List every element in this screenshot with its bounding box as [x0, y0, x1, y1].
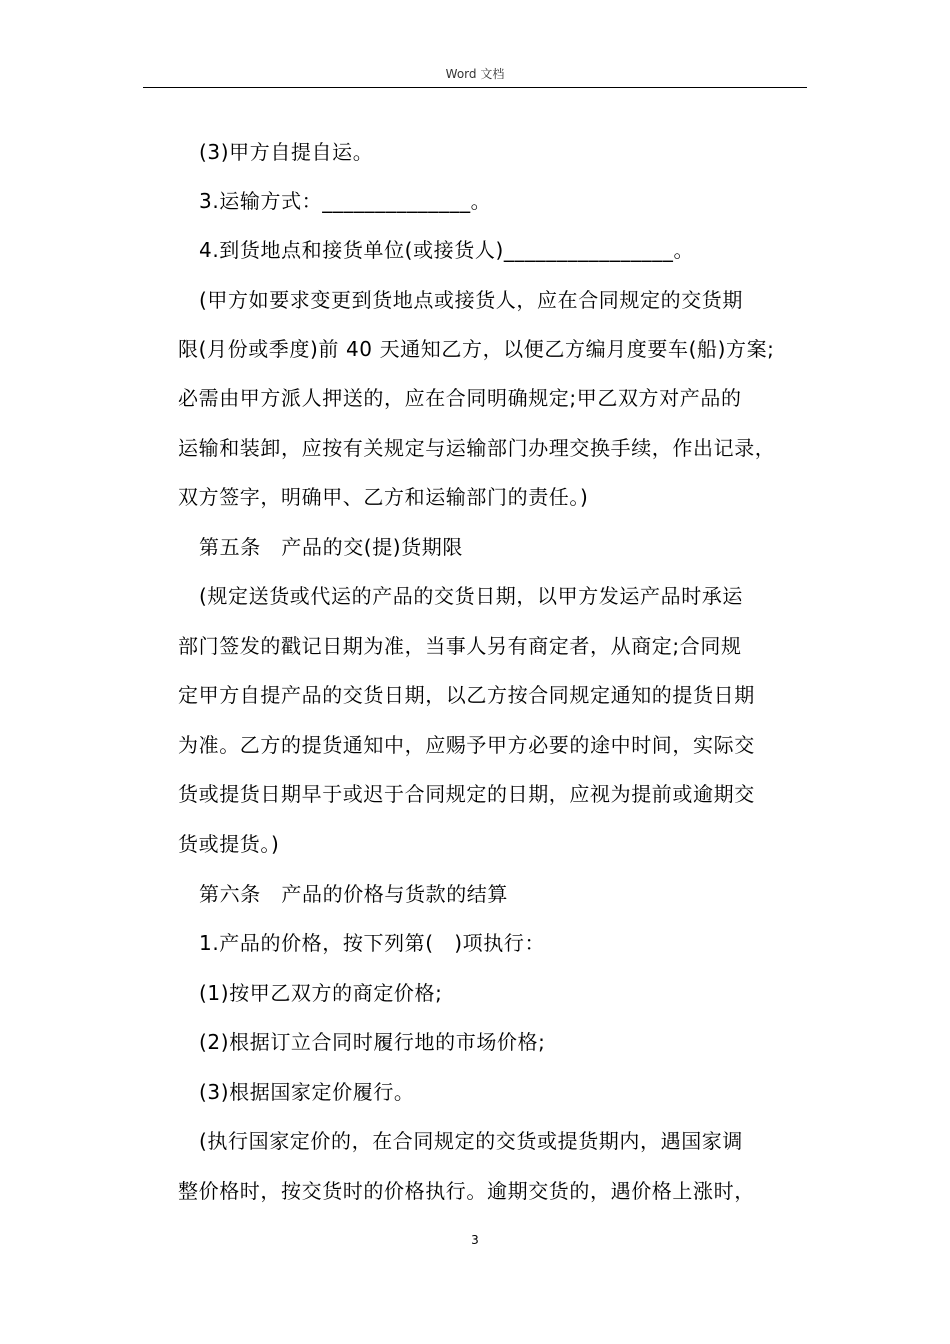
paragraph-line: 1.产品的价格，按下列第( )项执行：: [199, 931, 546, 955]
paragraph-line: 3.运输方式：______________。: [199, 189, 492, 213]
paragraph-line: 为准。乙方的提货通知中，应赐予甲方必要的途中时间，实际交: [178, 733, 755, 757]
paragraph-line: (规定送货或代运的产品的交货日期，以甲方发运产品时承运: [199, 584, 744, 608]
header-divider: [143, 87, 807, 88]
page-header: Word 文档: [445, 67, 505, 81]
paragraph-line: 部门签发的戳记日期为准，当事人另有商定者，从商定;合同规: [178, 634, 742, 658]
paragraph-line: (3)甲方自提自运。: [199, 140, 374, 164]
section-heading: 第五条 产品的交(提)货期限: [199, 535, 464, 559]
paragraph-line: 定甲方自提产品的交货日期，以乙方按合同规定通知的提货日期: [178, 683, 755, 707]
paragraph-line: 限(月份或季度)前 40 天通知乙方，以便乙方编月度要车(船)方案;: [178, 337, 775, 361]
paragraph-line: (甲方如要求变更到货地点或接货人，应在合同规定的交货期: [199, 288, 744, 312]
paragraph-line: (执行国家定价的，在合同规定的交货或提货期内，遇国家调: [199, 1129, 744, 1153]
paragraph-line: 货或提货。): [178, 832, 280, 856]
paragraph-line: 双方签字，明确甲、乙方和运输部门的责任。): [178, 485, 589, 509]
list-item: (2)根据订立合同时履行地的市场价格;: [199, 1030, 546, 1054]
paragraph-line: 整价格时，按交货时的价格执行。逾期交货的，遇价格上涨时，: [178, 1179, 755, 1203]
paragraph-line: 运输和装卸，应按有关规定与运输部门办理交换手续，作出记录，: [178, 436, 776, 460]
paragraph-line: 必需由甲方派人押送的，应在合同明确规定;甲乙双方对产品的: [178, 386, 742, 410]
list-item: (3)根据国家定价履行。: [199, 1080, 415, 1104]
paragraph-line: 4.到货地点和接货单位(或接货人)________________。: [199, 238, 695, 262]
page-number: 3: [471, 1233, 479, 1247]
paragraph-line: 货或提货日期早于或迟于合同规定的日期，应视为提前或逾期交: [178, 782, 755, 806]
section-heading: 第六条 产品的价格与货款的结算: [199, 882, 508, 906]
list-item: (1)按甲乙双方的商定价格;: [199, 981, 443, 1005]
